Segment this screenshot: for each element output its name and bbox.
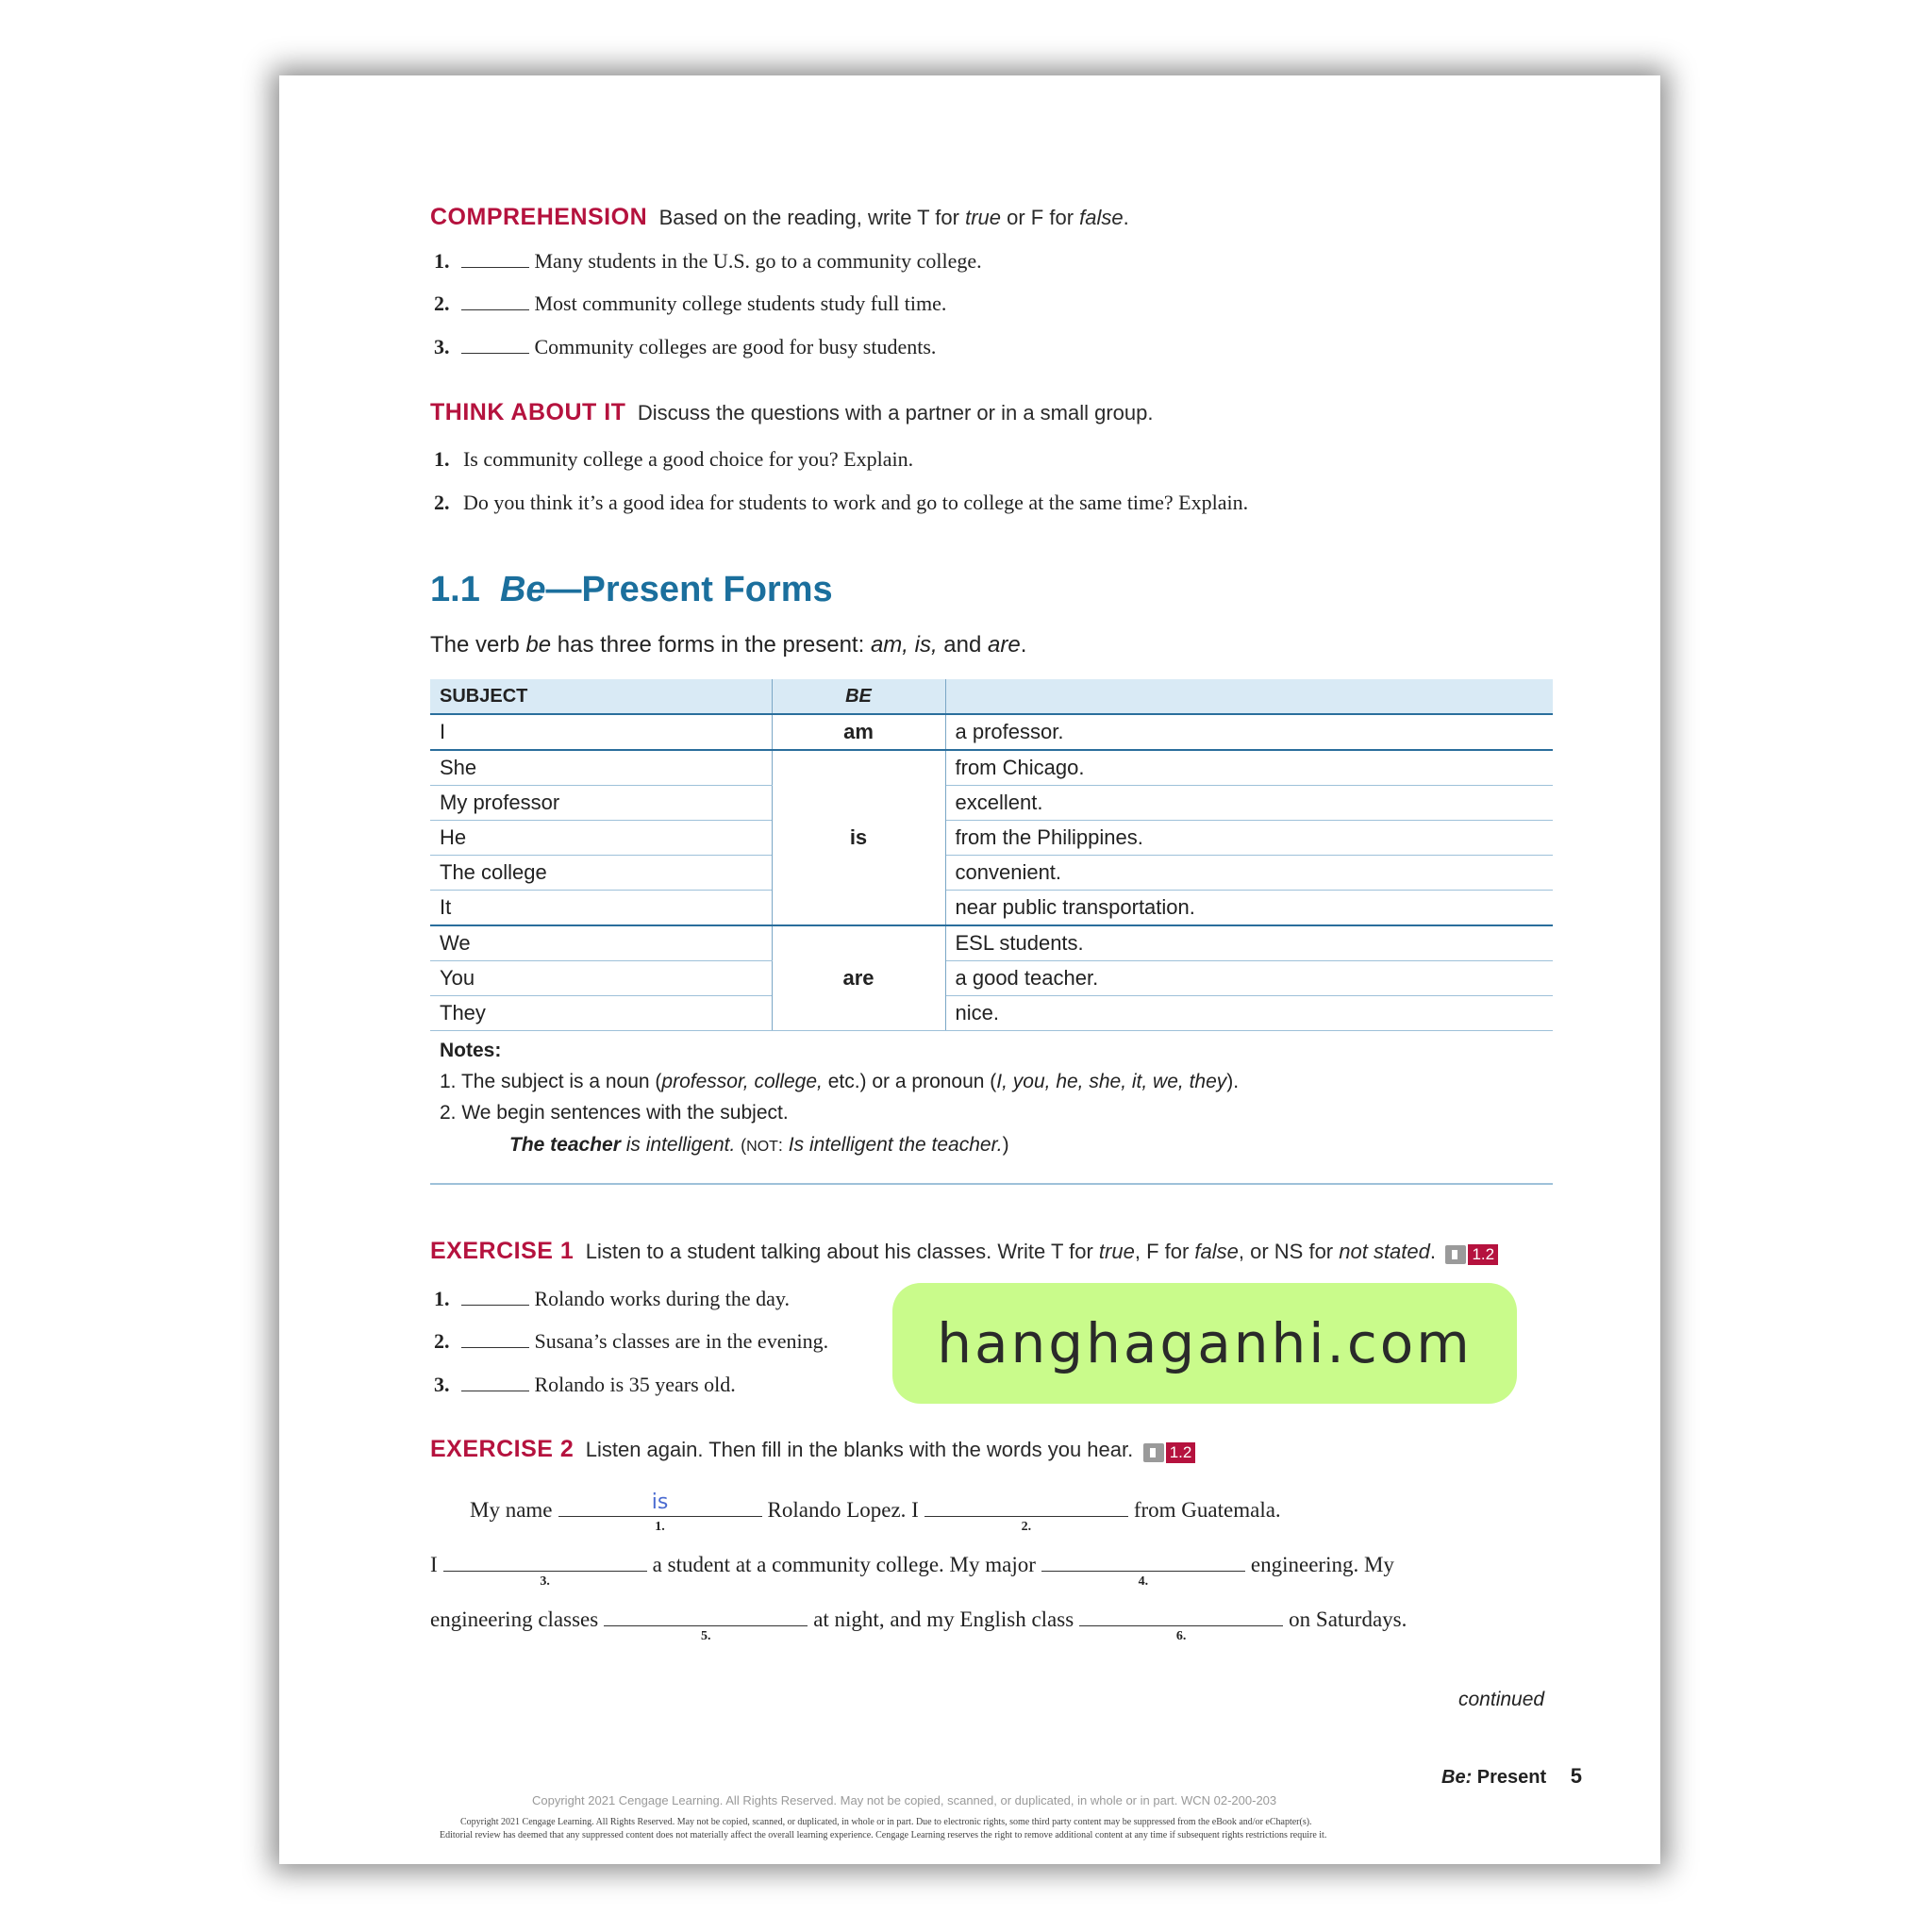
fill-line-3: engineering classes 5. at night, and my English class 6. on Saturdays. [430,1605,1407,1632]
fill-blank[interactable]: 6. [1079,1605,1283,1626]
exercise-1-instruction: Listen to a student talking about his classes. Write T for true, F for false, or NS for not stated. [585,1240,1437,1263]
exercise-1-heading: EXERCISE 1 [430,1238,575,1264]
answer-blank[interactable] [461,308,529,310]
copyright-line: Copyright 2021 Cengage Learning. All Rights Reserved. May not be copied, scanned, or duplicated, in whole or in part. WCN 02-200-203 [532,1793,1277,1807]
think-about-it-header [430,399,1154,426]
subject-cell: You [430,961,772,996]
audio-track-button[interactable]: 1.2 [1445,1244,1498,1265]
table-row [430,961,1553,996]
page-number: 5 [1570,1764,1582,1788]
notes-heading: Notes: [440,1040,502,1061]
table-row [430,856,1553,891]
answer-blank[interactable] [461,1345,529,1348]
subject-cell: The college [430,856,772,891]
comprehension-header [430,204,1129,231]
fill-blank[interactable]: 3. [443,1550,647,1572]
fill-blank[interactable]: 5. [604,1605,808,1626]
subject-cell: I [430,714,772,750]
exercise-2-header [430,1436,1195,1463]
table-row [430,821,1553,856]
column-header: BE [772,679,945,714]
note-1: 1. The subject is a noun (professor, college, etc.) or a pronoun (I, you, he, she, it, we, they). [440,1071,1240,1092]
complement-cell: convenient. [945,856,1553,891]
be-cell: is [772,750,945,925]
be-cell: am [772,714,945,750]
complement-cell: a professor. [945,714,1553,750]
grammar-table [430,679,1553,1031]
answer-blank[interactable] [461,1389,529,1391]
table-header-row [430,679,1553,714]
column-header: SUBJECT [430,679,772,714]
comprehension-item: 1. Many students in the U.S. go to a community college. [434,249,982,273]
note-2: 2. We begin sentences with the subject. [440,1102,789,1124]
table-row [430,891,1553,926]
watermark-badge: hanghaganhi.com [892,1283,1517,1404]
answer-blank[interactable] [461,265,529,268]
answer-blank[interactable] [461,1303,529,1306]
think-item: 1. Is community college a good choice for you? Explain. [434,447,914,471]
think-item: 2. Do you think it’s a good idea for students to work and go to college at the same time? Explain. [434,491,1249,514]
fill-blank[interactable]: is 1. [558,1495,762,1517]
textbook-page [279,75,1660,1864]
fill-blank[interactable]: 4. [1041,1550,1245,1572]
subject-cell: She [430,750,772,786]
table-row [430,925,1553,961]
think-instruction: Discuss the questions with a partner or in a small group. [637,401,1154,425]
exercise-2-heading: EXERCISE 2 [430,1436,575,1462]
be-cell: are [772,925,945,1031]
table-row [430,786,1553,821]
complement-cell: excellent. [945,786,1553,821]
fill-blank[interactable]: 2. [924,1495,1128,1517]
section-intro: The verb be has three forms in the present: am, is, and are. [430,632,1027,658]
subject-cell: My professor [430,786,772,821]
subject-cell: It [430,891,772,926]
copyright-notice: Copyright 2021 Cengage Learning. All Rights Reserved. May not be copied, scanned, or duplicated, in whole or in part. Due to electronic rights, some third party content may be suppressed from the eBook and/or eChapter(s). [460,1817,1312,1827]
fill-line-2: I 3. a student at a community college. My major 4. engineering. My [430,1550,1394,1577]
complement-cell: a good teacher. [945,961,1553,996]
comprehension-item: 2. Most community college students study full time. [434,291,947,315]
think-heading: THINK ABOUT IT [430,399,626,425]
table-row [430,996,1553,1031]
subject-cell: He [430,821,772,856]
table-row [430,714,1553,750]
speaker-icon [1445,1245,1466,1264]
exercise-1-header [430,1238,1498,1265]
handwritten-answer: is [651,1491,669,1514]
fill-line-1: My name is 1. Rolando Lopez. I 2. from Guatemala. [470,1491,1281,1534]
comprehension-heading: COMPREHENSION [430,204,648,230]
complement-cell: ESL students. [945,925,1553,961]
running-head: Be: Present 5 [1441,1764,1582,1788]
subject-cell: They [430,996,772,1031]
answer-blank[interactable] [461,351,529,354]
copyright-notice: Editorial review has deemed that any suppressed content does not materially affect the overall learning experience. Cengage Learning reserves the right to remove additional content at any time if subsequent rights restrictions require it. [440,1830,1327,1840]
comprehension-instruction: Based on the reading, write T for true or F for false. [658,206,1129,229]
note-example: The teacher is intelligent. (NOT: Is intelligent the teacher.) [509,1134,1009,1156]
complement-cell: near public transportation. [945,891,1553,926]
comprehension-item: 3. Community colleges are good for busy students. [434,335,937,358]
section-divider [430,1183,1553,1185]
exercise-1-item: 1. Rolando works during the day. [434,1287,790,1310]
audio-track-button[interactable]: 1.2 [1143,1442,1196,1463]
complement-cell: nice. [945,996,1553,1031]
speaker-icon [1143,1443,1164,1462]
section-title: 1.1 Be—Present Forms [430,570,833,609]
table-row [430,750,1553,786]
exercise-2-instruction: Listen again. Then fill in the blanks with the words you hear. [585,1438,1134,1461]
complement-cell: from the Philippines. [945,821,1553,856]
column-header [945,679,1553,714]
continued-label: continued [1458,1689,1545,1710]
complement-cell: from Chicago. [945,750,1553,786]
exercise-1-item: 2. Susana’s classes are in the evening. [434,1329,829,1353]
exercise-1-item: 3. Rolando is 35 years old. [434,1373,736,1396]
subject-cell: We [430,925,772,961]
